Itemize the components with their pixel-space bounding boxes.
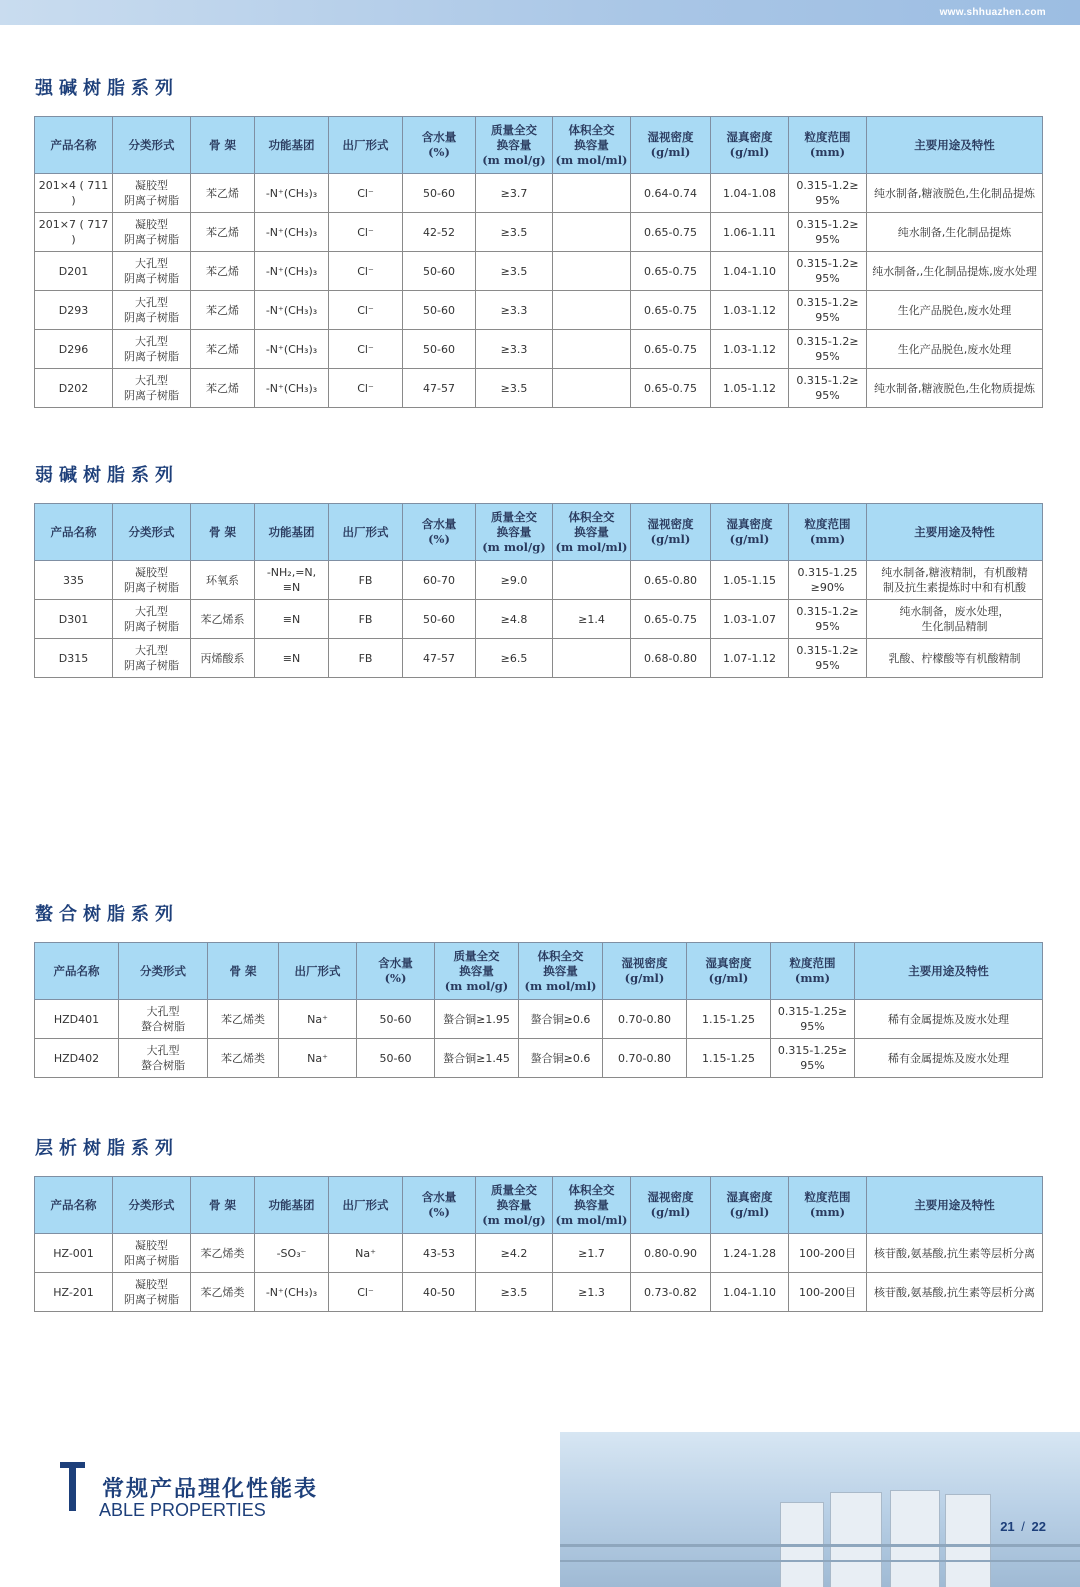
table-cell: 40-50 [403,1273,476,1312]
table-cell: -NH₂,=N, ≡N [255,561,329,600]
table-weak-base [34,503,1043,678]
table-cell: -N⁺(CH₃)₃ [255,330,329,369]
table-cell: 稀有金属提炼及废水处理 [855,1000,1043,1039]
table-cell: 0.65-0.75 [631,252,711,291]
table-chelating [34,942,1043,1078]
column-header: 质量全交 换容量 (m mol/g) [476,1177,553,1234]
table-cell [553,252,631,291]
table-cell: 0.315-1.2≥ 95% [789,369,867,408]
footer-title-cn: 常规产品理化性能表 [102,1477,319,1502]
table-row [35,1273,1043,1312]
table-cell: 0.80-0.90 [631,1234,711,1273]
table-row [35,600,1043,639]
table-cell [553,369,631,408]
column-header: 分类形式 [113,1177,191,1234]
table-cell: 凝胶型 阳离子树脂 [113,1234,191,1273]
table-cell: FB [329,561,403,600]
table-cell: ≥3.3 [476,330,553,369]
table-cell: 生化产品脱色,废水处理 [867,330,1043,369]
table-cell: 50-60 [357,1000,435,1039]
table-cell: 苯乙烯系 [191,600,255,639]
table-cell [553,639,631,678]
table-cell: 环氧系 [191,561,255,600]
table-cell: 生化产品脱色,废水处理 [867,291,1043,330]
table-cell: 大孔型 螯合树脂 [119,1039,208,1078]
column-header: 主要用途及特性 [867,117,1043,174]
table-cell: 1.04-1.10 [711,252,789,291]
table-row [35,1234,1043,1273]
table-cell: D315 [35,639,113,678]
column-header: 功能基团 [255,504,329,561]
table-cell: 1.06-1.11 [711,213,789,252]
table-cell: 纯水制备，废水处理， 生化制品精制 [867,600,1043,639]
table-cell: D301 [35,600,113,639]
table-cell [553,561,631,600]
column-header: 主要用途及特性 [867,1177,1043,1234]
table-cell: ≥3.5 [476,369,553,408]
table-cell: 稀有金属提炼及废水处理 [855,1039,1043,1078]
page-right: 22 [1031,1519,1046,1534]
column-header: 湿视密度 (g/ml) [631,504,711,561]
table-cell: 苯乙烯 [191,252,255,291]
table-cell [553,291,631,330]
table-cell: 0.64-0.74 [631,174,711,213]
table-cell: 乳酸、柠檬酸等有机酸精制 [867,639,1043,678]
table-cell: 0.65-0.75 [631,369,711,408]
page-number [1000,1519,1046,1534]
table-cell: -N⁺(CH₃)₃ [255,1273,329,1312]
storage-tank [945,1494,991,1587]
column-header: 主要用途及特性 [855,943,1043,1000]
column-header: 骨 架 [208,943,279,1000]
table-cell: 凝胶型 阴离子树脂 [113,174,191,213]
footer-title-en: ABLE PROPERTIES [99,1500,266,1520]
table-cell: ≥4.8 [476,600,553,639]
column-header: 质量全交 换容量 (m mol/g) [435,943,519,1000]
column-header: 分类形式 [113,504,191,561]
table-cell: 大孔型 螯合树脂 [119,1000,208,1039]
large-t-letter [60,1462,85,1511]
table-cell: ≥3.5 [476,213,553,252]
column-header: 骨 架 [191,1177,255,1234]
column-header: 骨 架 [191,117,255,174]
table-cell: 50-60 [403,291,476,330]
storage-tank [890,1490,940,1587]
column-header: 质量全交 换容量 (m mol/g) [476,117,553,174]
table-cell: HZ-201 [35,1273,113,1312]
table-strong-base [34,116,1043,408]
table-cell: D202 [35,369,113,408]
column-header: 分类形式 [119,943,208,1000]
table-cell: 苯乙烯 [191,291,255,330]
column-header: 湿视密度 (g/ml) [631,1177,711,1234]
table-cell: Cl⁻ [329,213,403,252]
table-cell: 大孔型 阴离子树脂 [113,369,191,408]
table-cell: 苯乙烯 [191,174,255,213]
table-cell: 43-53 [403,1234,476,1273]
table-cell: 0.315-1.2≥ 95% [789,639,867,678]
table-cell: 螯合铜≥1.45 [435,1039,519,1078]
table-cell: ≥1.7 [553,1234,631,1273]
table-cell: 50-60 [357,1039,435,1078]
table-cell: 201×4 ( 711 ) [35,174,113,213]
table-row [35,330,1043,369]
table-cell: 核苷酸,氨基酸,抗生素等层析分离 [867,1273,1043,1312]
column-header: 骨 架 [191,504,255,561]
table-cell: ≥3.5 [476,1273,553,1312]
table-cell: 苯乙烯 [191,213,255,252]
table-cell: 苯乙烯 [191,330,255,369]
table-cell: 0.315-1.2≥ 95% [789,252,867,291]
table-cell: 1.05-1.12 [711,369,789,408]
table-cell: 螯合铜≥0.6 [519,1039,603,1078]
table-cell: 50-60 [403,600,476,639]
table-row [35,291,1043,330]
table-cell: 335 [35,561,113,600]
column-header: 产品名称 [35,117,113,174]
table-cell: 1.07-1.12 [711,639,789,678]
table-cell: Cl⁻ [329,330,403,369]
table-cell: HZD402 [35,1039,119,1078]
table-cell: 核苷酸,氨基酸,抗生素等层析分离 [867,1234,1043,1273]
column-header: 产品名称 [35,504,113,561]
column-header: 湿真密度 (g/ml) [711,504,789,561]
column-header: 含水量 (%) [403,117,476,174]
table-cell: 0.315-1.2≥ 95% [789,174,867,213]
column-header: 湿视密度 (g/ml) [631,117,711,174]
column-header: 出厂形式 [329,1177,403,1234]
column-header: 粒度范围 (mm) [789,1177,867,1234]
table-cell: 47-57 [403,369,476,408]
table-cell: 1.04-1.08 [711,174,789,213]
column-header: 粒度范围 (mm) [789,504,867,561]
table-cell: 0.315-1.25 ≥90% [789,561,867,600]
table-cell: 丙烯酸系 [191,639,255,678]
table-cell: ≥1.3 [553,1273,631,1312]
table-cell: 0.73-0.82 [631,1273,711,1312]
table-cell: Cl⁻ [329,291,403,330]
website-url: www.shhuazhen.com [939,7,1046,18]
table-cell: 0.65-0.75 [631,291,711,330]
table-cell: 1.04-1.10 [711,1273,789,1312]
table-cell: 纯水制备,糖液脱色,生化物质提炼 [867,369,1043,408]
table-cell: 苯乙烯类 [191,1273,255,1312]
table-cell: 0.315-1.2≥ 95% [789,330,867,369]
column-header: 出厂形式 [329,117,403,174]
table-cell: -N⁺(CH₃)₃ [255,252,329,291]
table-cell [553,174,631,213]
column-header: 湿视密度 (g/ml) [603,943,687,1000]
column-header: 体积全交 换容量 (m mol/ml) [553,1177,631,1234]
table-cell: 苯乙烯 [191,369,255,408]
table-cell: 0.65-0.80 [631,561,711,600]
table-cell: 1.24-1.28 [711,1234,789,1273]
header-row [35,943,1043,1000]
table-cell: -N⁺(CH₃)₃ [255,291,329,330]
column-header: 体积全交 换容量 (m mol/ml) [553,504,631,561]
section-title-strong-base: 强碱树脂系列 [35,78,179,99]
table-cell: 螯合铜≥1.95 [435,1000,519,1039]
table-cell: 大孔型 阴离子树脂 [113,252,191,291]
table-cell: 0.315-1.2≥ 95% [789,600,867,639]
table-cell: Na⁺ [329,1234,403,1273]
table-cell: ≥9.0 [476,561,553,600]
column-header: 含水量 (%) [403,504,476,561]
table-row [35,1039,1043,1078]
column-header: 湿真密度 (g/ml) [711,1177,789,1234]
pipe-line [560,1544,1080,1547]
table-cell: 100-200目 [789,1234,867,1273]
table-cell: 纯水制备,糖液精制，有机酸精 制及抗生素提炼时中和有机酸 [867,561,1043,600]
table-cell: 0.315-1.25≥ 95% [771,1000,855,1039]
table-cell: 0.315-1.2≥ 95% [789,291,867,330]
table-cell: 60-70 [403,561,476,600]
table-cell: 苯乙烯类 [208,1039,279,1078]
table-cell: ≥3.3 [476,291,553,330]
column-header: 主要用途及特性 [867,504,1043,561]
pipe-line [560,1560,1080,1562]
column-header: 出厂形式 [329,504,403,561]
table-cell: 螯合铜≥0.6 [519,1000,603,1039]
table-cell: 纯水制备,糖液脱色,生化制品提炼 [867,174,1043,213]
table-cell: 大孔型 阴离子树脂 [113,600,191,639]
header-row [35,117,1043,174]
table-cell: -SO₃⁻ [255,1234,329,1273]
table-cell: ≥3.5 [476,252,553,291]
table-cell: 0.70-0.80 [603,1039,687,1078]
table-cell: ≥3.7 [476,174,553,213]
table-cell: 50-60 [403,330,476,369]
table-cell: 50-60 [403,174,476,213]
table-cell: 纯水制备,生化制品提炼 [867,213,1043,252]
table-cell: 大孔型 阴离子树脂 [113,639,191,678]
table-cell: HZD401 [35,1000,119,1039]
table-cell: HZ-001 [35,1234,113,1273]
table-cell: ≥6.5 [476,639,553,678]
table-cell: 凝胶型 阴离子树脂 [113,1273,191,1312]
table-cell: -N⁺(CH₃)₃ [255,369,329,408]
table-cell: 1.03-1.07 [711,600,789,639]
table-cell: 0.65-0.75 [631,330,711,369]
table-cell: 大孔型 阴离子树脂 [113,330,191,369]
section-title-chromatography: 层析树脂系列 [35,1138,179,1159]
table-cell: 0.315-1.25≥ 95% [771,1039,855,1078]
header-row [35,504,1043,561]
table-cell: 苯乙烯类 [191,1234,255,1273]
table-cell: -N⁺(CH₃)₃ [255,213,329,252]
column-header: 湿真密度 (g/ml) [687,943,771,1000]
table-cell: Cl⁻ [329,1273,403,1312]
table-cell: 大孔型 阴离子树脂 [113,291,191,330]
column-header: 产品名称 [35,1177,113,1234]
table-cell: FB [329,639,403,678]
table-cell: 1.15-1.25 [687,1039,771,1078]
table-cell: 100-200目 [789,1273,867,1312]
column-header: 含水量 (%) [357,943,435,1000]
column-header: 粒度范围 (mm) [789,117,867,174]
table-cell: Cl⁻ [329,174,403,213]
page-separator: / [1021,1519,1025,1534]
table-cell: 42-52 [403,213,476,252]
table-cell: 1.15-1.25 [687,1000,771,1039]
table-row [35,213,1043,252]
table-cell: 1.05-1.15 [711,561,789,600]
table-cell: Cl⁻ [329,369,403,408]
table-chromatography [34,1176,1043,1312]
table-cell: 纯水制备,,生化制品提炼,废水处理 [867,252,1043,291]
top-bar [0,0,1080,25]
column-header: 功能基团 [255,117,329,174]
table-cell: 凝胶型 阴离子树脂 [113,213,191,252]
section-title-chelating: 螯合树脂系列 [35,904,179,925]
table-cell: FB [329,600,403,639]
column-header: 含水量 (%) [403,1177,476,1234]
table-cell: 0.65-0.75 [631,600,711,639]
page-left: 21 [1000,1519,1015,1534]
column-header: 产品名称 [35,943,119,1000]
table-cell: 凝胶型 阴离子树脂 [113,561,191,600]
table-cell: Na⁺ [279,1000,357,1039]
table-cell: 苯乙烯类 [208,1000,279,1039]
column-header: 粒度范围 (mm) [771,943,855,1000]
storage-tank [830,1492,882,1587]
table-cell: 1.03-1.12 [711,330,789,369]
table-row [35,639,1043,678]
table-row [35,561,1043,600]
table-cell: Cl⁻ [329,252,403,291]
column-header: 体积全交 换容量 (m mol/ml) [553,117,631,174]
table-cell: 1.03-1.12 [711,291,789,330]
factory-banner [560,1432,1080,1587]
table-cell: Na⁺ [279,1039,357,1078]
table-cell: 0.70-0.80 [603,1000,687,1039]
column-header: 质量全交 换容量 (m mol/g) [476,504,553,561]
table-cell: D296 [35,330,113,369]
column-header: 功能基团 [255,1177,329,1234]
table-cell: ≥1.4 [553,600,631,639]
header-row [35,1177,1043,1234]
table-cell: 201×7 ( 717 ) [35,213,113,252]
table-cell: 0.68-0.80 [631,639,711,678]
table-cell: 0.315-1.2≥ 95% [789,213,867,252]
table-row [35,252,1043,291]
column-header: 分类形式 [113,117,191,174]
column-header: 湿真密度 (g/ml) [711,117,789,174]
column-header: 出厂形式 [279,943,357,1000]
table-cell [553,330,631,369]
table-cell: 47-57 [403,639,476,678]
table-cell: D293 [35,291,113,330]
table-cell: D201 [35,252,113,291]
table-cell: 0.65-0.75 [631,213,711,252]
table-cell: ≡N [255,639,329,678]
table-row [35,174,1043,213]
table-cell: ≡N [255,600,329,639]
table-cell: ≥4.2 [476,1234,553,1273]
column-header: 体积全交 换容量 (m mol/ml) [519,943,603,1000]
table-cell: -N⁺(CH₃)₃ [255,174,329,213]
table-cell: 50-60 [403,252,476,291]
table-cell [553,213,631,252]
section-title-weak-base: 弱碱树脂系列 [35,465,179,486]
table-row [35,1000,1043,1039]
table-row [35,369,1043,408]
